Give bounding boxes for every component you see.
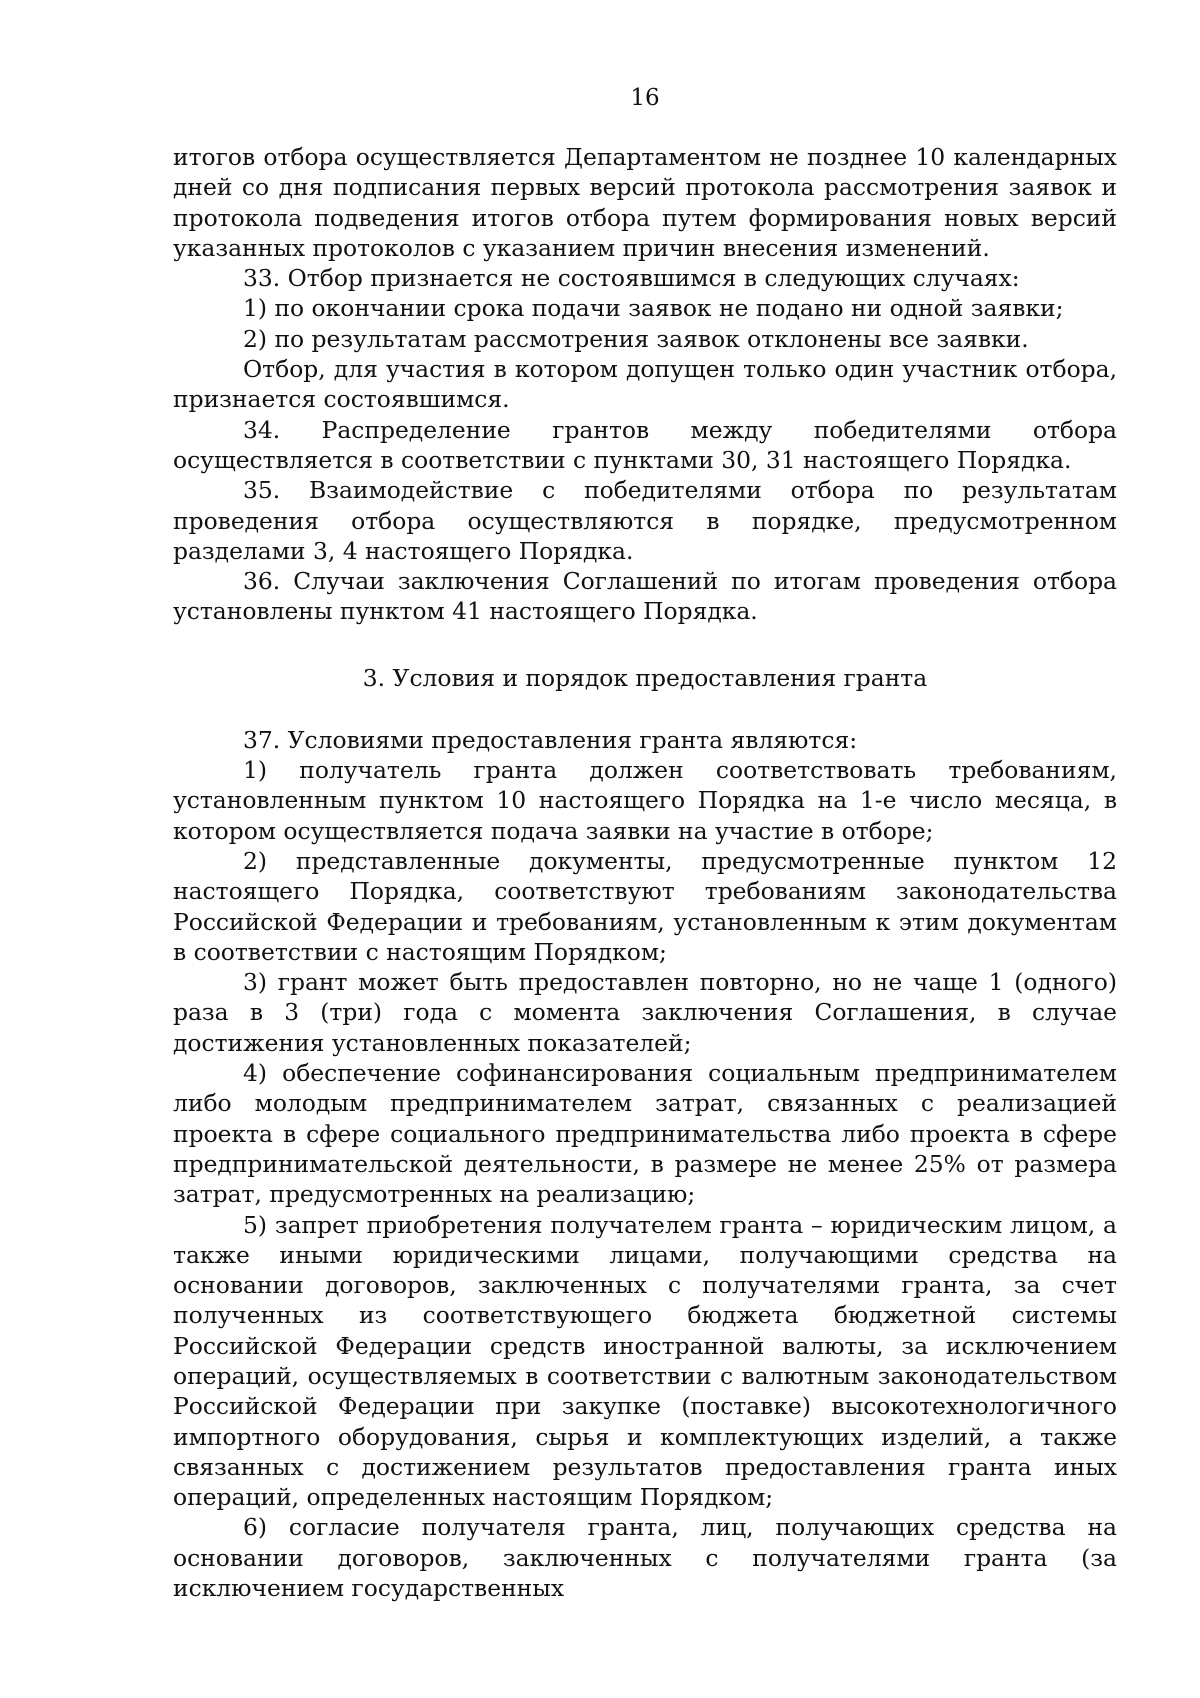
- paragraph-item-37-6: 6) согласие получателя гранта, лиц, получающих средства на основании договоров, заключенных с получателями гранта (за исключением государственных: [173, 1513, 1117, 1603]
- page-number: 16: [630, 85, 660, 111]
- paragraph-item-35: 35. Взаимодействие с победителями отбора по результатам проведения отбора осуществляются в порядке, предусмотренном разделами 3, 4 настоящего Порядка.: [173, 476, 1117, 565]
- paragraph-item-33-1: 1) по окончании срока подачи заявок не подано ни одной заявки;: [243, 294, 1064, 323]
- paragraph-item-33: 33. Отбор признается не состоявшимся в следующих случаях:: [243, 264, 1020, 293]
- paragraph-continuation: итогов отбора осуществляется Департаментом не позднее 10 календарных дней со дня подписания первых версий протокола рассмотрения заявок и протокола подведения итогов отбора путем формирования новых версий указанных протоколов с указанием причин внесения изменений.: [173, 143, 1117, 262]
- document-body: [173, 142, 1117, 1603]
- paragraph-item-36: 36. Случаи заключения Соглашений по итогам проведения отбора установлены пунктом 41 настоящего Порядка.: [173, 567, 1117, 626]
- paragraph-item-37-1: 1) получатель гранта должен соответствовать требованиям, установленным пунктом 10 настоящего Порядка на 1-е число месяца, в котором осуществляется подача заявки на участие в отборе;: [173, 756, 1117, 845]
- paragraph-item-37-5: 5) запрет приобретения получателем гранта – юридическим лицом, а также иными юридическими лицами, получающими средства на основании договоров, заключенных с получателями гранта, за счет полученных из соответствующего бюджета бюджетной системы Российской Федерации средств иностранной валюты, за исключением операций, осуществляемых в соответствии с валютным законодательством Российской Федерации при закупке (поставке) высокотехнологичного импортного оборудования, сырья и комплектующих изделий, а также связанных с достижением результатов предоставления гранта иных операций, определенных настоящим Порядком;: [173, 1210, 1117, 1512]
- paragraph-item-33-note: Отбор, для участия в котором допущен только один участник отбора, признается состоявшимся.: [173, 355, 1117, 414]
- paragraph-item-37: 37. Условиями предоставления гранта являются:: [243, 725, 858, 754]
- section-heading: 3. Условия и порядок предоставления гранта: [362, 663, 928, 692]
- paragraph-item-34: 34. Распределение грантов между победителями отбора осуществляется в соответствии с пунктами 30, 31 настоящего Порядка.: [173, 415, 1117, 474]
- paragraph-item-37-2: 2) представленные документы, предусмотренные пунктом 12 настоящего Порядка, соответствуют требованиям законодательства Российской Федерации и требованиям, установленным к этим документам в соответствии с настоящим Порядком;: [173, 846, 1117, 966]
- paragraph-item-33-2: 2) по результатам рассмотрения заявок отклонены все заявки.: [243, 324, 1029, 353]
- paragraph-item-37-3: 3) грант может быть предоставлен повторно, но не чаще 1 (одного) раза в 3 (три) года с момента заключения Соглашения, в случае достижения установленных показателей;: [173, 968, 1117, 1057]
- paragraph-item-37-4: 4) обеспечение софинансирования социальным предпринимателем либо молодым предпринимателем затрат, связанных с реализацией проекта в сфере социального предпринимательства либо проекта в сфере предпринимательской деятельности, в размере не менее 25% от размера затрат, предусмотренных на реализацию;: [173, 1059, 1117, 1209]
